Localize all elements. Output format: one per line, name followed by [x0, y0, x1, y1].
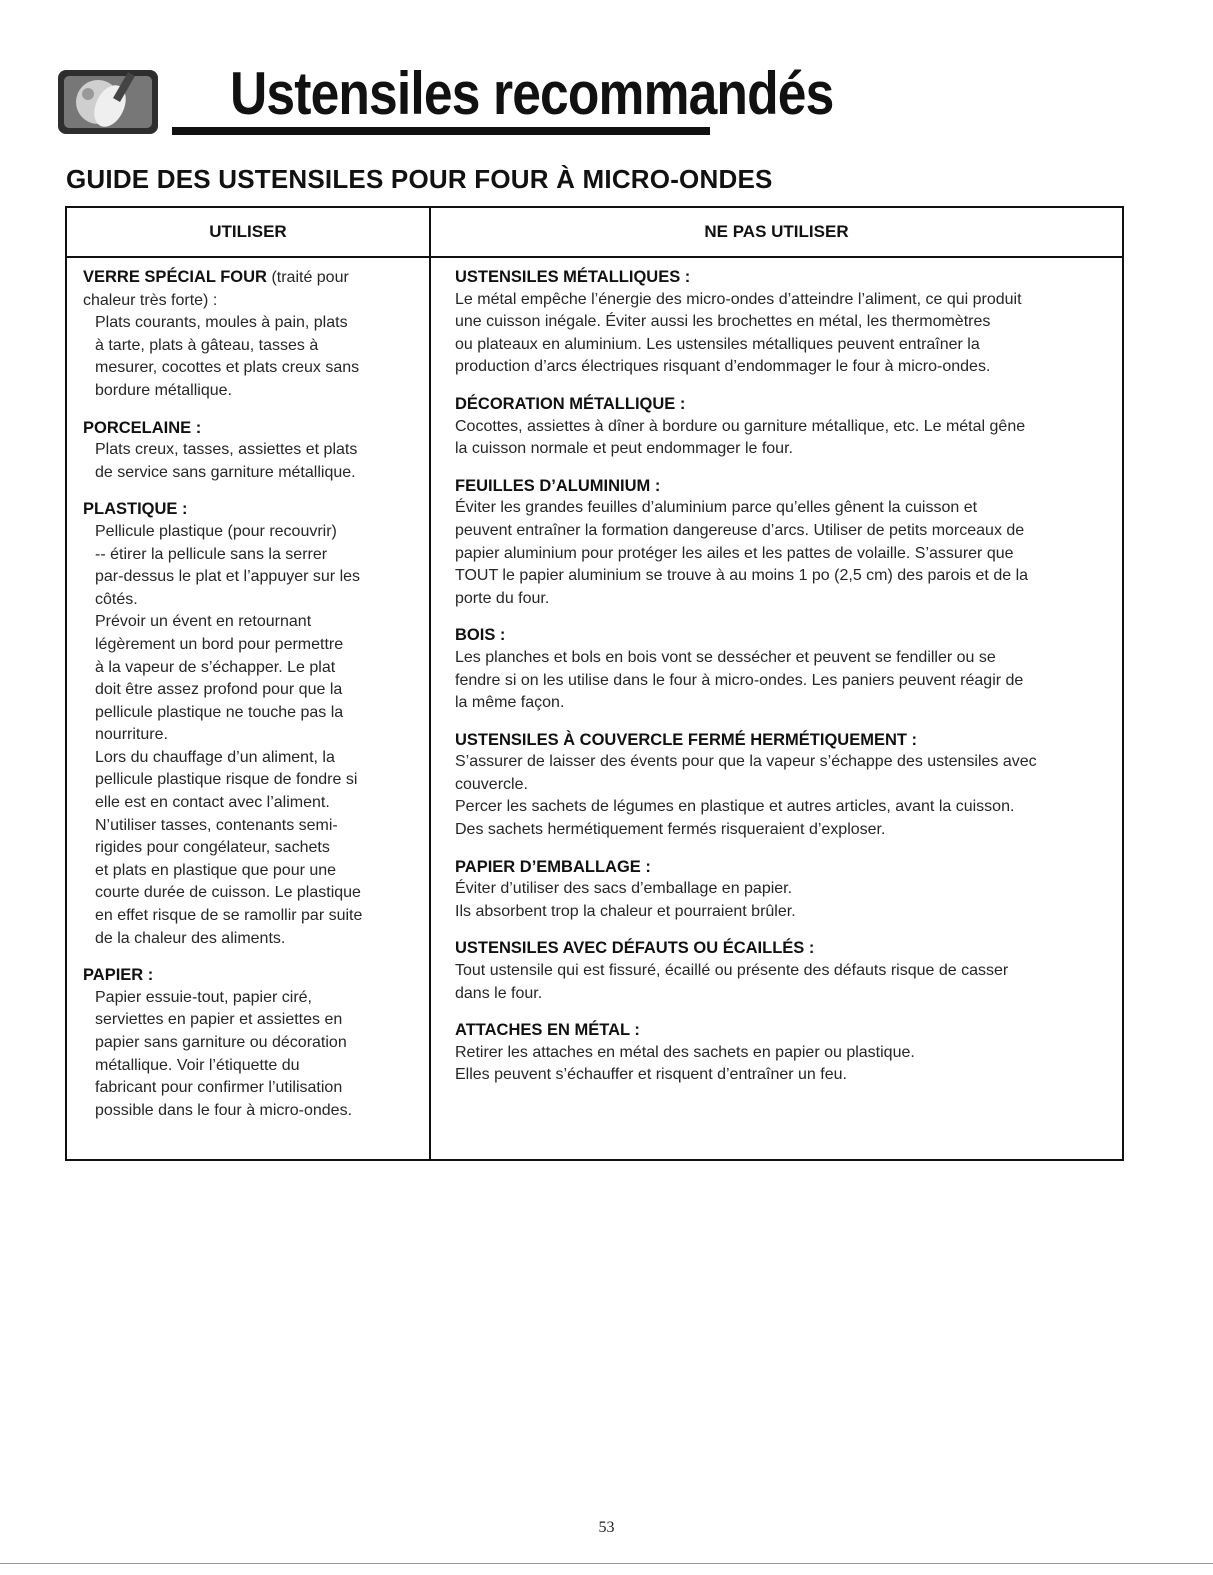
- entry-line: Retirer les attaches en métal des sachets en papier ou plastique.: [455, 1043, 915, 1061]
- entry-title: BOIS :: [455, 626, 506, 645]
- entry-attaches: [455, 1019, 1115, 1087]
- entry-line: Elles peuvent s’échauffer et risquent d’entraîner un feu.: [455, 1066, 847, 1084]
- cooking-utensils-icon: [58, 64, 158, 140]
- entry-line: Tout ustensile qui est fissuré, écaillé ou présente des défauts risque de casser: [455, 962, 1009, 980]
- entry-metalliques: [455, 266, 1115, 379]
- use-column: [83, 266, 423, 1136]
- entry-line: fendre si on les utilise dans le four à micro-ondes. Les paniers peuvent réagir de: [455, 671, 1024, 689]
- entry-line: porte du four.: [455, 589, 550, 607]
- entry-line: courte durée de cuisson. Le plastique: [95, 884, 361, 902]
- entry-title: DÉCORATION MÉTALLIQUE :: [455, 394, 686, 413]
- entry-line: Percer les sachets de légumes en plastique et autres articles, avant la cuisson.: [455, 798, 1015, 816]
- entry-line: la même façon.: [455, 694, 565, 712]
- entry-line: Plats courants, moules à pain, plats: [95, 314, 348, 332]
- entry-line: légèrement un bord pour permettre: [95, 635, 344, 653]
- entry-line: chaleur très forte) :: [83, 291, 218, 309]
- entry-line: métallique. Voir l’étiquette du: [95, 1056, 300, 1074]
- entry-note: (traité pour: [271, 269, 349, 286]
- entry-line: en effet risque de se ramollir par suite: [95, 907, 363, 925]
- entry-title: USTENSILES AVEC DÉFAUTS OU ÉCAILLÉS :: [455, 939, 815, 958]
- dont-use-column: [455, 266, 1115, 1101]
- entry-line: dans le four.: [455, 984, 543, 1002]
- entry-line: Éviter d’utiliser des sacs d’emballage en papier.: [455, 880, 793, 898]
- entry-line: mesurer, cocottes et plats creux sans: [95, 359, 360, 377]
- utensil-guide-table: [65, 206, 1124, 1161]
- entry-line: Papier essuie-tout, papier ciré,: [95, 988, 312, 1006]
- header-divider: [67, 256, 1122, 258]
- entry-emballage: [455, 856, 1115, 924]
- entry-line: Lors du chauffage d’un aliment, la: [95, 748, 335, 766]
- entry-line: ou plateaux en aluminium. Les ustensiles métalliques peuvent entraîner la: [455, 335, 980, 353]
- entry-line: Le métal empêche l’énergie des micro-ondes d’atteindre l’aliment, ce qui produit: [455, 290, 1022, 308]
- title-underline: [172, 127, 710, 135]
- entry-line: Cocottes, assiettes à dîner à bordure ou garniture métallique, etc. Le métal gêne: [455, 417, 1026, 435]
- page-title: Ustensiles recommandés: [230, 60, 834, 127]
- entry-line: serviettes en papier et assiettes en: [95, 1011, 343, 1029]
- entry-title: PORCELAINE :: [83, 418, 202, 437]
- entry-couvercle: [455, 729, 1115, 842]
- entry-line: papier sans garniture ou décoration: [95, 1034, 347, 1051]
- entry-line: S’assurer de laisser des évents pour que la vapeur s’échappe des ustensiles avec: [455, 753, 1037, 771]
- entry-line: la cuisson normale et peut endommager le four.: [455, 440, 793, 458]
- entry-aluminium: [455, 475, 1115, 611]
- entry-line: production d’arcs électriques risquant d’endommager le four à micro-ondes.: [455, 358, 991, 376]
- entry-title: ATTACHES EN MÉTAL :: [455, 1021, 640, 1040]
- entry-papier: [83, 964, 423, 1122]
- entry-bois: [455, 624, 1115, 714]
- entry-line: Éviter les grandes feuilles d’aluminium parce qu’elles gênent la cuisson et: [455, 499, 978, 517]
- entry-line: couvercle.: [455, 775, 528, 793]
- entry-title: PAPIER D’EMBALLAGE :: [455, 857, 651, 876]
- entry-line: elle est en contact avec l’aliment.: [95, 794, 330, 812]
- column-divider: [429, 208, 431, 1159]
- entry-line: fabricant pour confirmer l’utilisation: [95, 1079, 343, 1097]
- column-header-dont-use: NE PAS UTILISER: [704, 222, 849, 241]
- section-heading: GUIDE DES USTENSILES POUR FOUR À MICRO-ONDES: [66, 164, 773, 194]
- entry-line: à la vapeur de s’échapper. Le plat: [95, 658, 336, 676]
- entry-line: -- étirer la pellicule sans la serrer: [95, 545, 328, 563]
- entry-verre: [83, 266, 423, 403]
- entry-line: par-dessus le plat et l’appuyer sur les: [95, 568, 361, 586]
- entry-decoration: [455, 393, 1115, 461]
- entry-line: Prévoir un évent en retournant: [95, 613, 312, 631]
- entry-line: nourriture.: [95, 726, 168, 744]
- entry-line: possible dans le four à micro-ondes.: [95, 1101, 353, 1119]
- column-header-use: UTILISER: [209, 222, 287, 241]
- entry-line: TOUT le papier aluminium se trouve à au moins 1 po (2,5 cm) des parois et de la: [455, 567, 1029, 585]
- page-number: 53: [598, 1519, 615, 1536]
- entry-line: de la chaleur des aliments.: [95, 929, 286, 947]
- entry-line: et plats en plastique que pour une: [95, 861, 337, 879]
- entry-line: côtés.: [95, 590, 138, 608]
- entry-line: papier aluminium pour protéger les ailes et les pattes de volaille. S’assurer que: [455, 544, 1014, 562]
- entry-line: pellicule plastique risque de fondre si: [95, 771, 358, 789]
- entry-title: USTENSILES MÉTALLIQUES :: [455, 268, 691, 286]
- entry-title: PLASTIQUE :: [83, 500, 188, 519]
- entry-line: Les planches et bols en bois vont se dessécher et peuvent se fendiller ou se: [455, 648, 996, 666]
- entry-title: FEUILLES D’ALUMINIUM :: [455, 476, 661, 495]
- entry-line: bordure métallique.: [95, 381, 232, 399]
- entry-line: Pellicule plastique (pour recouvrir): [95, 522, 337, 540]
- entry-title: VERRE SPÉCIAL FOUR: [83, 268, 267, 286]
- entry-porcelaine: [83, 417, 423, 485]
- entry-line: peuvent entraîner la formation dangereuse d’arcs. Utiliser de petits morceaux de: [455, 521, 1025, 539]
- entry-line: N’utiliser tasses, contenants semi-: [95, 816, 338, 834]
- entry-line: Plats creux, tasses, assiettes et plats: [95, 441, 358, 459]
- entry-line: une cuisson inégale. Éviter aussi les brochettes en métal, les thermomètres: [455, 313, 991, 331]
- entry-line: doit être assez profond pour que la: [95, 681, 343, 699]
- entry-line: à tarte, plats à gâteau, tasses à: [95, 336, 319, 354]
- entry-line: Ils absorbent trop la chaleur et pourraient brûler.: [455, 902, 796, 920]
- entry-line: pellicule plastique ne touche pas la: [95, 703, 344, 721]
- entry-line: Des sachets hermétiquement fermés risqueraient d’exploser.: [455, 821, 886, 839]
- entry-defauts: [455, 937, 1115, 1005]
- entry-line: de service sans garniture métallique.: [95, 463, 356, 481]
- bottom-rule: [0, 1563, 1213, 1564]
- entry-line: rigides pour congélateur, sachets: [95, 839, 330, 857]
- entry-plastique: [83, 498, 423, 950]
- entry-title: PAPIER :: [83, 966, 154, 985]
- entry-title: USTENSILES À COUVERCLE FERMÉ HERMÉTIQUEMENT :: [455, 730, 918, 749]
